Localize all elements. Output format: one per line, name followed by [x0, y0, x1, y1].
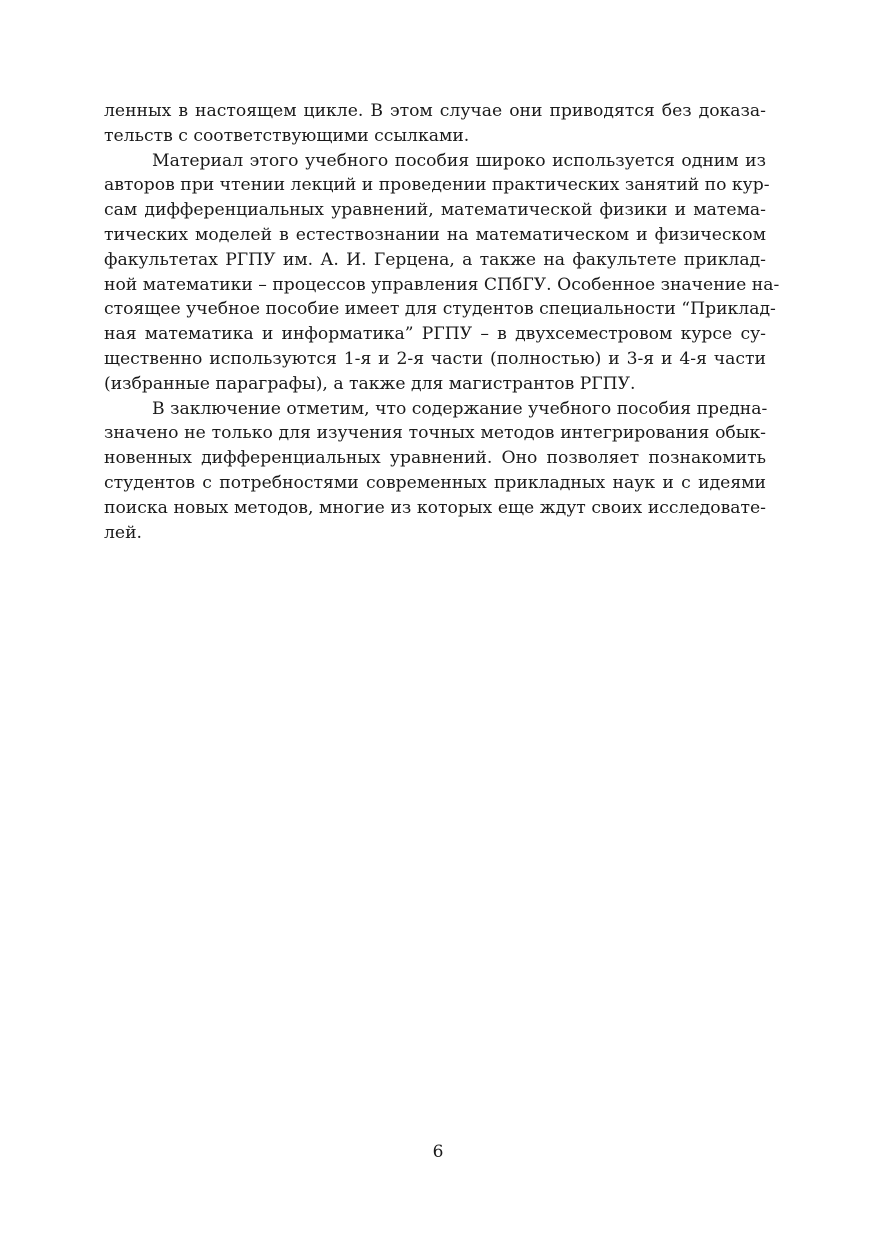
text-line: тельств с соответствующими ссылками. — [104, 125, 470, 146]
text-line: щественно используются 1-я и 2-я части (полностью) и 3-я и 4-я части — [104, 348, 766, 369]
text-line: ная математика и информатика” РГПУ – в двухсеместровом курсе су- — [104, 324, 766, 345]
text-line: лей. — [104, 522, 143, 543]
text-line: тических моделей в естествознании на математическом и физическом — [104, 224, 766, 245]
paragraph-3 — [104, 397, 766, 546]
text-line: ленных в настоящем цикле. В этом случае они приводятся без доказа- — [104, 101, 766, 121]
text-line: сам дифференциальных уравнений, математической физики и матема- — [104, 200, 766, 221]
text-line: авторов при чтении лекций и проведении практических занятий по кур- — [104, 175, 770, 196]
text-line: ной математики – процессов управления СПбГУ. Особенное значение на- — [104, 274, 780, 295]
page-number: 6 — [432, 1142, 444, 1162]
text-line: В заключение отметим, что содержание учебного пособия предна- — [152, 398, 768, 419]
paragraph-1 — [104, 99, 766, 149]
text-line: факультетах РГПУ им. А. И. Герцена, а также на факультете приклад- — [104, 249, 766, 270]
text-line: стоящее учебное пособие имеет для студентов специальности “Приклад- — [104, 299, 776, 320]
text-line: поиска новых методов, многие из которых еще ждут своих исследовате- — [104, 497, 766, 518]
text-line: студентов с потребностями современных прикладных наук и с идеями — [104, 472, 766, 493]
text-line: Материал этого учебного пособия широко используется одним из — [152, 150, 766, 171]
text-line: значено не только для изучения точных методов интегрирования обык- — [104, 423, 766, 444]
text-line: новенных дифференциальных уравнений. Оно позволяет познакомить — [104, 448, 766, 469]
text-line: (избранные параграфы), а также для магистрантов РГПУ. — [104, 373, 636, 394]
paragraph-2 — [104, 149, 780, 397]
body-text — [104, 99, 780, 545]
